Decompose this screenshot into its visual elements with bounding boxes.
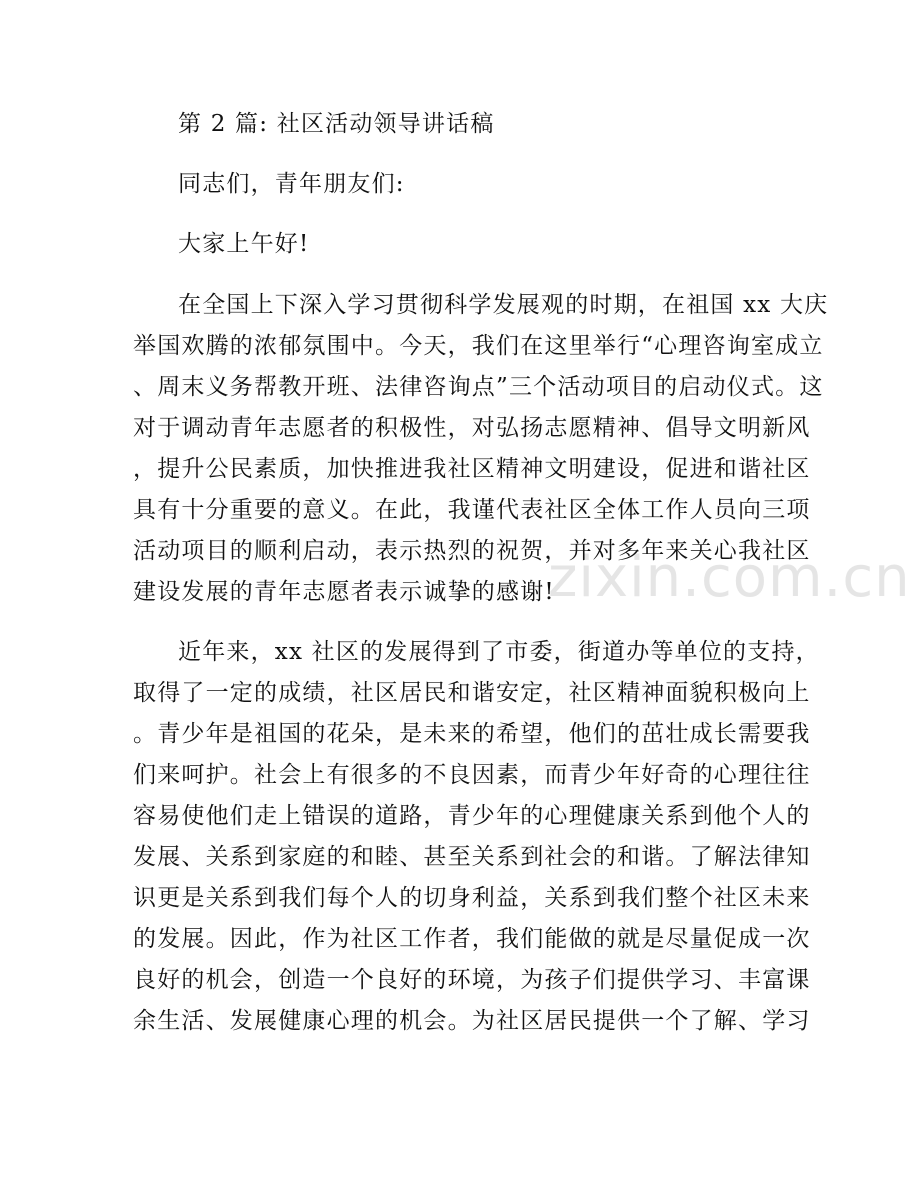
watermark: zixin.com.cn <box>548 545 911 610</box>
paragraph-2-line-8: 的发展。因此，作为社区工作者，我们能做的就是尽量促成一次 <box>133 926 811 952</box>
paragraph-1-line-7: 活动项目的顺利启动，表示热烈的祝贺，并对多年来关心我社区 <box>133 538 811 564</box>
paragraph-2-line-9: 良好的机会，创造一个良好的环境，为孩子们提供学习、丰富课 <box>133 967 811 993</box>
paragraph-1-line-4: 对于调动青年志愿者的积极性，对弘扬志愿精神、倡导文明新风 <box>133 415 811 441</box>
paragraph-1-line-5: ，提升公民素质，加快推进我社区精神文明建设，促进和谐社区 <box>133 456 811 482</box>
paragraph-2-line-1: 近年来，xx 社区的发展得到了市委，街道办等单位的支持， <box>178 639 820 665</box>
paragraph-1-line-1: 在全国上下深入学习贯彻科学发展观的时期，在祖国 xx 大庆 <box>178 292 829 318</box>
paragraph-2-line-7: 识更是关系到我们每个人的切身利益，关系到我们整个社区未来 <box>133 885 811 911</box>
paragraph-2-line-3: 。青少年是祖国的花朵，是未来的希望，他们的茁壮成长需要我 <box>133 721 811 747</box>
salutation-line: 同志们，青年朋友们: <box>178 171 405 197</box>
paragraph-1-line-2: 举国欢腾的浓郁氛围中。今天，我们在这里举行“心理咨询室成立 <box>133 333 824 359</box>
paragraph-2-line-6: 发展、关系到家庭的和睦、甚至关系到社会的和谐。了解法律知 <box>133 844 811 870</box>
paragraph-1-line-8: 建设发展的青年志愿者表示诚挚的感谢! <box>133 579 555 605</box>
paragraph-1-line-3: 、周末义务帮教开班、法律咨询点”三个活动项目的启动仪式。这 <box>133 374 824 400</box>
paragraph-2-line-4: 们来呵护。社会上有很多的不良因素，而青少年好奇的心理往往 <box>133 762 811 788</box>
greeting-line: 大家上午好! <box>178 231 310 257</box>
paragraph-1-line-6: 具有十分重要的意义。在此，我谨代表社区全体工作人员向三项 <box>133 497 811 523</box>
paragraph-2-line-10: 余生活、发展健康心理的机会。为社区居民提供一个了解、学习 <box>133 1008 811 1034</box>
paragraph-2-line-2: 取得了一定的成绩，社区居民和谐安定，社区精神面貌积极向上 <box>133 680 811 706</box>
paragraph-2-line-5: 容易使他们走上错误的道路，青少年的心理健康关系到他个人的 <box>133 803 811 829</box>
document-title: 第 2 篇: 社区活动领导讲话稿 <box>178 111 495 137</box>
